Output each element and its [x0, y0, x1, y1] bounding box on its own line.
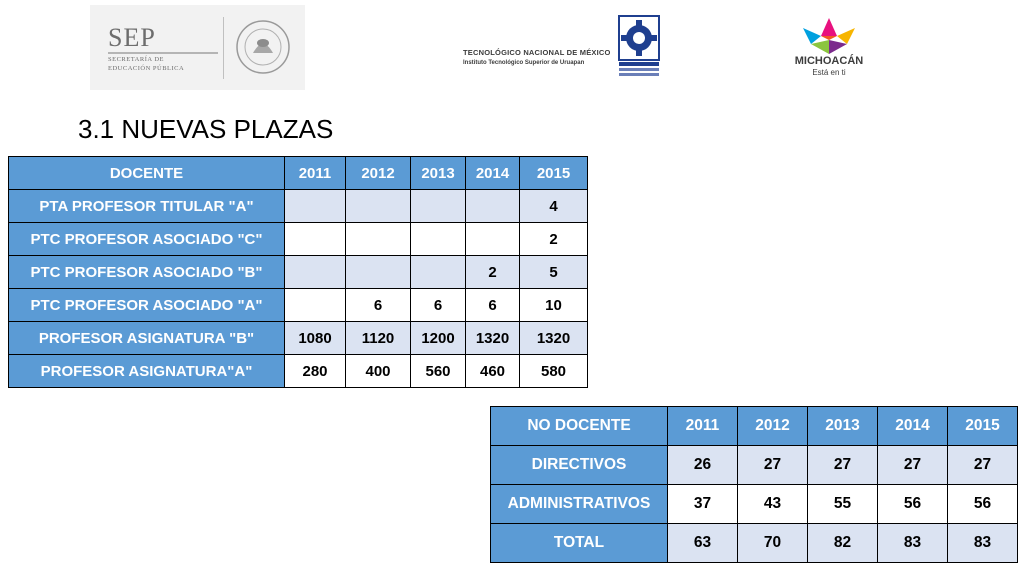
sep-logo-text: SEP	[108, 23, 156, 52]
docente-value-cell: 6	[466, 289, 520, 322]
table-row	[9, 190, 588, 223]
table-row	[491, 524, 1018, 563]
tnm-logo	[463, 48, 611, 66]
docente-header-cell: 2013	[411, 157, 466, 190]
michoacan-tagline: Está en ti	[812, 68, 846, 77]
table-row	[9, 289, 588, 322]
docente-value-cell: 580	[520, 355, 588, 388]
docente-value-cell: 6	[346, 289, 411, 322]
michoacan-star-icon	[785, 18, 873, 54]
no-docente-value-cell: 27	[738, 446, 808, 485]
no-docente-header-cell: NO DOCENTE	[491, 407, 668, 446]
docente-value-cell	[285, 190, 346, 223]
docente-value-cell: 400	[346, 355, 411, 388]
docente-value-cell	[346, 256, 411, 289]
table-row	[9, 223, 588, 256]
docente-value-cell: 1120	[346, 322, 411, 355]
docente-header-cell: 2014	[466, 157, 520, 190]
sep-logo-divider	[223, 17, 224, 79]
docente-value-cell: 280	[285, 355, 346, 388]
no-docente-header-cell: 2014	[878, 407, 948, 446]
docente-row-label: PROFESOR ASIGNATURA"A"	[9, 355, 285, 388]
no-docente-row-label: TOTAL	[491, 524, 668, 563]
docente-row-label: PROFESOR ASIGNATURA "B"	[9, 322, 285, 355]
docente-value-cell: 5	[520, 256, 588, 289]
table-row	[9, 355, 588, 388]
page-title: 3.1 NUEVAS PLAZAS	[78, 114, 334, 144]
no-docente-value-cell: 56	[878, 485, 948, 524]
docente-header-row	[9, 157, 588, 190]
docente-value-cell	[285, 256, 346, 289]
table-row	[491, 446, 1018, 485]
no-docente-value-cell: 27	[878, 446, 948, 485]
no-docente-value-cell: 82	[808, 524, 878, 563]
docente-value-cell	[346, 190, 411, 223]
no-docente-value-cell: 83	[878, 524, 948, 563]
docente-row-label: PTC PROFESOR ASOCIADO "B"	[9, 256, 285, 289]
docente-value-cell	[285, 223, 346, 256]
no-docente-row-label: ADMINISTRATIVOS	[491, 485, 668, 524]
docente-value-cell: 1200	[411, 322, 466, 355]
docente-value-cell	[466, 190, 520, 223]
docente-value-cell: 1080	[285, 322, 346, 355]
itsu-gear-logo-icon	[615, 14, 665, 78]
docente-value-cell	[466, 223, 520, 256]
no-docente-header-cell: 2015	[948, 407, 1018, 446]
docente-row-label: PTC PROFESOR ASOCIADO "A"	[9, 289, 285, 322]
sep-logo	[90, 5, 305, 90]
no-docente-table	[490, 406, 1018, 563]
no-docente-value-cell: 43	[738, 485, 808, 524]
tnm-line-1: TECNOLÓGICO NACIONAL DE MÉXICO	[463, 48, 611, 57]
docente-value-cell	[411, 190, 466, 223]
no-docente-row-label: DIRECTIVOS	[491, 446, 668, 485]
no-docente-header-row	[491, 407, 1018, 446]
docente-header-cell: 2011	[285, 157, 346, 190]
tnm-line-2: Instituto Tecnológico Superior de Uruapan	[463, 60, 585, 66]
no-docente-header-cell: 2013	[808, 407, 878, 446]
docente-value-cell	[285, 289, 346, 322]
docente-value-cell	[346, 223, 411, 256]
no-docente-value-cell: 37	[668, 485, 738, 524]
docente-table	[8, 156, 588, 388]
docente-header-cell: DOCENTE	[9, 157, 285, 190]
no-docente-value-cell: 70	[738, 524, 808, 563]
mexico-seal-icon	[235, 19, 291, 75]
michoacan-logo	[785, 18, 873, 84]
docente-value-cell: 1320	[466, 322, 520, 355]
no-docente-value-cell: 55	[808, 485, 878, 524]
docente-value-cell: 1320	[520, 322, 588, 355]
sep-logo-subtitle: SECRETARÍA DE EDUCACIÓN PÚBLICA	[108, 56, 185, 72]
docente-value-cell: 2	[520, 223, 588, 256]
docente-value-cell: 10	[520, 289, 588, 322]
no-docente-value-cell: 26	[668, 446, 738, 485]
no-docente-value-cell: 27	[808, 446, 878, 485]
docente-value-cell: 6	[411, 289, 466, 322]
header-logos	[0, 0, 1024, 100]
docente-header-cell: 2015	[520, 157, 588, 190]
table-row	[9, 256, 588, 289]
sep-logo-line	[108, 52, 218, 54]
docente-value-cell: 4	[520, 190, 588, 223]
no-docente-value-cell: 63	[668, 524, 738, 563]
docente-header-cell: 2012	[346, 157, 411, 190]
no-docente-header-cell: 2012	[738, 407, 808, 446]
docente-row-label: PTA PROFESOR TITULAR "A"	[9, 190, 285, 223]
table-row	[9, 322, 588, 355]
michoacan-name: MICHOACÁN	[794, 55, 864, 67]
docente-value-cell	[411, 256, 466, 289]
docente-value-cell: 560	[411, 355, 466, 388]
docente-value-cell: 460	[466, 355, 520, 388]
docente-row-label: PTC PROFESOR ASOCIADO "C"	[9, 223, 285, 256]
no-docente-value-cell: 83	[948, 524, 1018, 563]
docente-value-cell	[411, 223, 466, 256]
docente-value-cell: 2	[466, 256, 520, 289]
no-docente-value-cell: 27	[948, 446, 1018, 485]
no-docente-value-cell: 56	[948, 485, 1018, 524]
no-docente-header-cell: 2011	[668, 407, 738, 446]
table-row	[491, 485, 1018, 524]
